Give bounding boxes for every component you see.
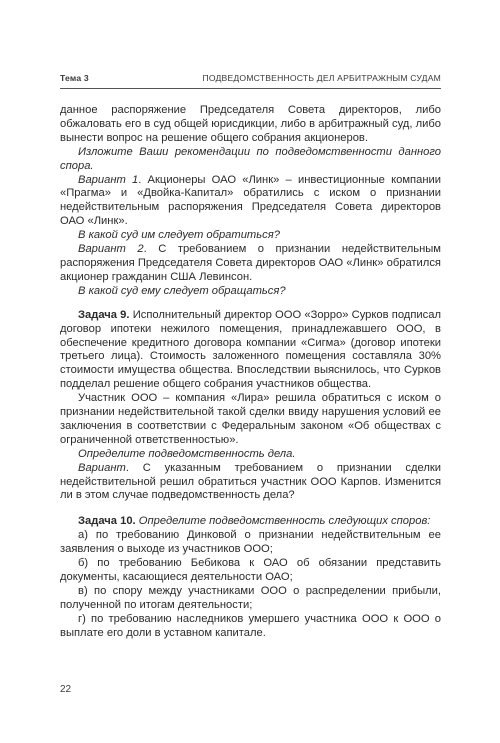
variant-label: Вариант — [78, 461, 126, 474]
variant-label: Вариант 2 — [78, 243, 144, 256]
running-header — [60, 73, 441, 83]
variant-text: . С требованием о признании недействительным распоряжения Председателя Совета директоров ОАО «Линк» обратился акционер гражданин США Левинсон. — [60, 243, 441, 283]
task-text: Определите подведомственность следующих споров: — [135, 515, 431, 528]
paragraph: Участник ООО – компания «Лира» решила обратиться с иском о признании недействительной такой сделки ввиду нарушения условий ее заключения в соответствии с Федеральным законом «Об обществах с ограниченной ответственностью». — [60, 392, 441, 446]
list-item: в) по спору между участниками ООО о распределении прибыли, полученной по итогам деятельности; — [60, 584, 441, 611]
header-rule — [60, 88, 441, 89]
variant-label: Вариант 1 — [78, 173, 139, 186]
section-title: ПОДВЕДОМСТВЕННОСТЬ ДЕЛ АРБИТРАЖНЫМ СУДАМ — [202, 73, 441, 83]
variant — [60, 462, 441, 504]
question: Определите подведомственность дела. — [78, 447, 296, 460]
question: В какой суд ему следует обращаться? — [78, 284, 286, 297]
list-item: а) по требованию Динковой о признании недействительным ее заявления о выходе из участников ООО; — [60, 529, 441, 556]
variant-2 — [60, 243, 441, 285]
list-item: г) по требованию наследников умершего участника ООО к ООО о выплате его доли в уставном капитале. — [60, 612, 441, 639]
question: В какой суд им следует обратиться? — [78, 229, 280, 242]
page-number: 22 — [60, 684, 72, 695]
task-label: Задача 9. — [78, 308, 130, 321]
question: Изложите Ваши рекомендации по подведомственности данного спора. — [60, 145, 441, 172]
variant-text: . Акционеры ОАО «Линк» – инвестиционные компании «Прагма» и «Двойка-Капитал» обратились с иском о признании недействительным распоряжения Председателя Совета директоров ОАО «Линк». — [60, 173, 441, 228]
variant-1 — [60, 174, 441, 230]
task-9 — [60, 309, 441, 392]
paragraph: данное распоряжение Председателя Совета директоров, либо обжаловать его в суд общей юрисдикции, либо в арбитражный суд, либо вынести вопрос на решение общего собрания акционеров. — [60, 104, 441, 144]
page-body — [60, 104, 441, 641]
task-label: Задача 10. — [78, 515, 136, 528]
list-item: б) по требованию Бебикова к ОАО об обязании представить документы, касающиеся деятельности ОАО; — [60, 557, 441, 583]
task-10 — [60, 515, 441, 529]
variant-text: . С указанным требованием о признании сделки недействительной решил обратиться участник ООО Карпов. Изменится ли в этом случае подведомственность дела? — [60, 461, 441, 502]
task-text: Исполнительный директор ООО «Зорро» Сурков подписал договор ипотеки нежилого помещения, принадлежавшего ООО, в обеспечение кредитного договора компании «Сигма» (договор ипотеки третьего лица). Стоимость заложенного помещения составляла 30% стоимости имущества общества. Впоследствии выяснилось, что Сурков подделал решение общего собрания участников общества. — [60, 308, 441, 391]
section-label: Тема 3 — [60, 73, 89, 83]
